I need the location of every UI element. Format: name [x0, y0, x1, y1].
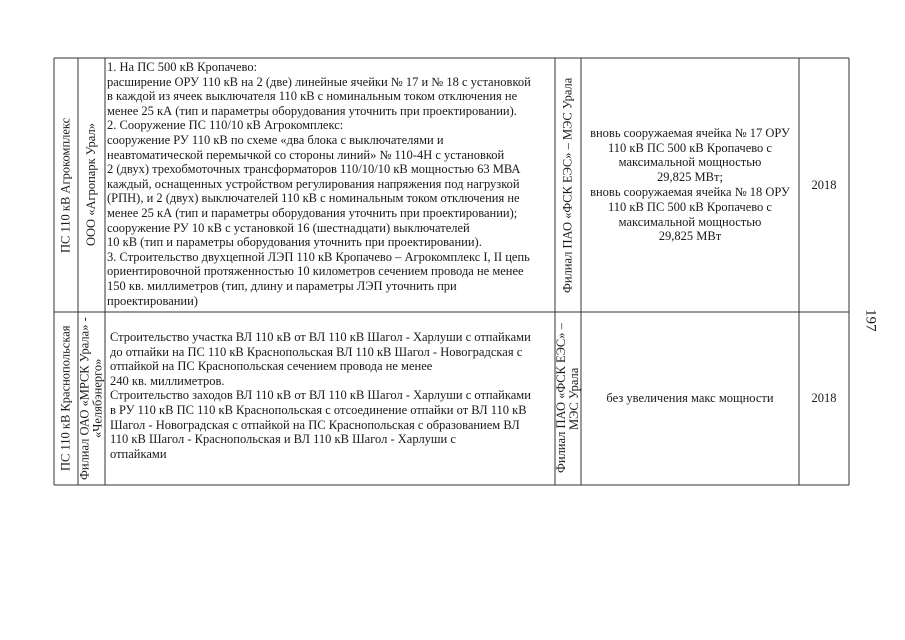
row2-measures: Строительство участка ВЛ 110 кВ от ВЛ 110 кВ Шагол - Харлуши с отпайками до отпайки на ПС 110 кВ Краснопольская ВЛ 110 кВ Шагол - Новоградская с отпайкой на ПС Краснопольская сечением провода не менее 240 кв. миллиметров. Строительство заходов ВЛ 110 кВ от ВЛ 110 кВ Шагол - Харлуши с отпайками в РУ 110 кВ ПС 110 кВ Краснопольская с отсоединение отпайки от ВЛ 110 кВ Шагол - Новоградская с отпайкой на ПС Краснопольская с образованием ВЛ 110 кВ Шагол - Краснопольская и ВЛ 110 кВ Шагол - Харлуши с отпайками — [110, 330, 531, 461]
row2-substation: ПС 110 кВ Краснопольская — [58, 325, 73, 472]
row1-year: 2018 — [811, 177, 837, 192]
row1-measures: 1. На ПС 500 кВ Кропачево: расширение ОРУ 110 кВ на 2 (две) линейные ячейки № 17 и № 18 с установкой в каждой из ячеек выключателя 110 кВ с номинальным током отключения не менее 25 кА (тип и параметры оборудования уточнить при проектировании). 2. Сооружение ПС 110/10 кВ Агрокомплекс: сооружение РУ 110 кВ по схеме «два блока с выключателями и неавтоматической перемычкой со стороны линий» № 110-4Н с установкой 2 (двух) трехобмоточных трансформаторов 110/10/10 кВ мощностью 63 МВА каждый, оснащенных устройством регулирования напряжения под нагрузкой (РПН), и 2 (двух) выключателей 110 кВ с номинальным током отключения не менее 25 кА (тип и параметры оборудования уточнить при проектировании); сооружение РУ 10 кВ с установкой 16 (шестнадцати) выключателей 10 кВ (тип и параметры оборудования уточнить при проектировании). 3. Строительство двухцепной ЛЭП 110 кВ Кропачево – Агрокомплекс I, II цепь ориентировочной протяженностью 10 километров сечением провода не менее 150 кв. миллиметров (тип, длину и параметры ЛЭП уточнить при проектировании) — [107, 60, 531, 308]
row1-substation: ПС 110 кВ Агрокомплекс — [58, 117, 73, 253]
row1-applicant: ООО «Агропарк Урал» — [84, 123, 98, 247]
row2-year: 2018 — [811, 391, 837, 405]
row2-executor: Филиал ПАО «ФСК ЕЭС» – МЭС Урала — [554, 323, 581, 474]
row2-capacity: без увеличения макс мощности — [606, 391, 774, 406]
page-number: 197 — [862, 308, 879, 332]
row1-capacity: вновь сооружаемая ячейка № 17 ОРУ 110 кВ ПС 500 кВ Кропачево с максимальной мощностью 29,825 МВт; вновь сооружаемая ячейка № 18 ОРУ 110 кВ ПС 500 кВ Кропачево с максимальной мощностью 29,825 МВт — [590, 125, 790, 244]
row1-executor: Филиал ПАО «ФСК ЕЭС» – МЭС Урала — [560, 77, 575, 293]
row2-applicant: Филиал ОАО «МРСК Урала» - «Челябэнерго» — [77, 317, 105, 480]
